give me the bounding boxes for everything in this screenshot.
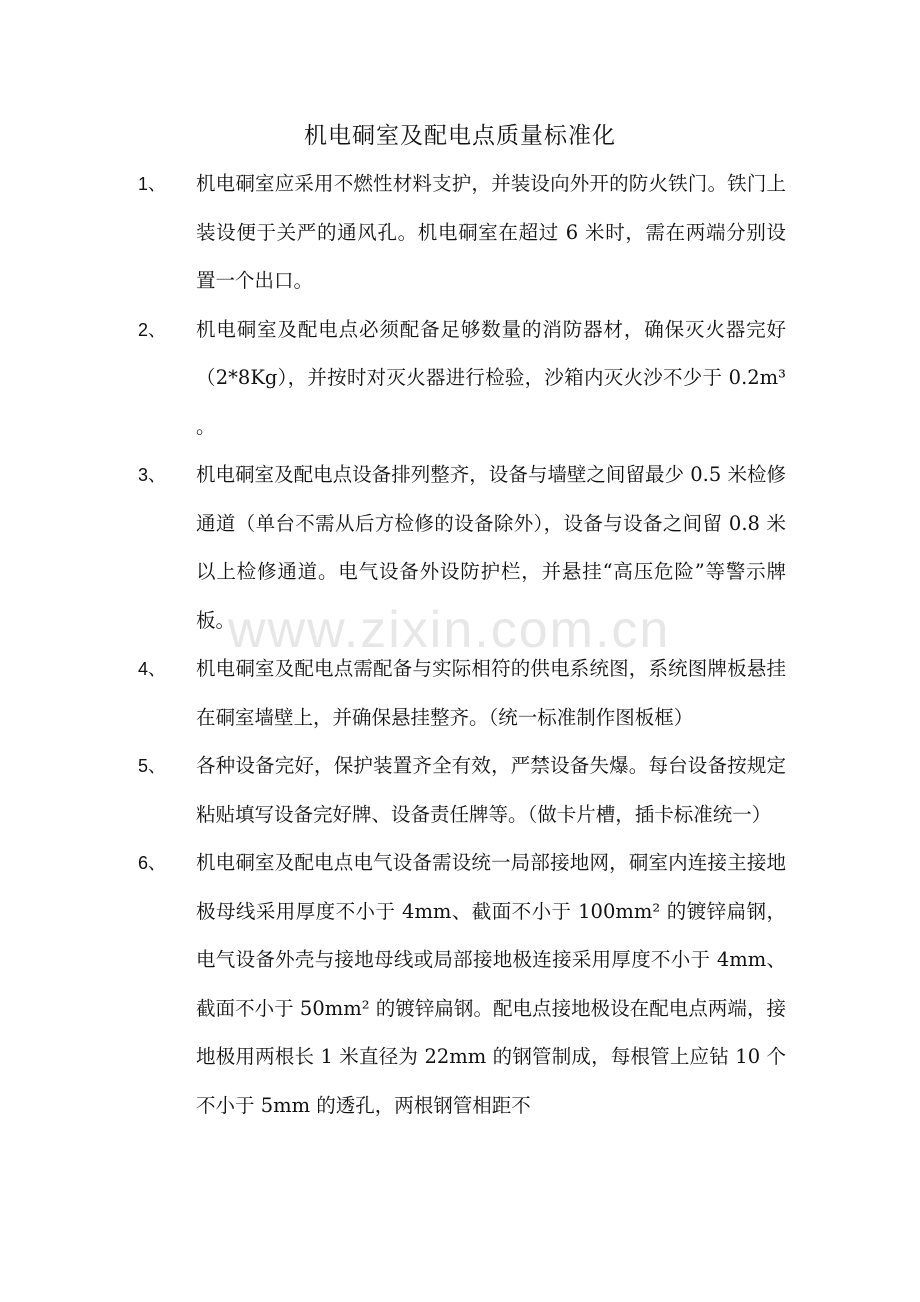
list-item (0, 451, 920, 645)
watermark: www.zixin.com.cn (228, 601, 671, 659)
item-text: 机电硐室及配电点设备排列整齐，设备与墙壁之间留最少 0.5 米检修通道（单台不需从后方检修的设备除外），设备与设备之间留 0.8 米以上检修通道。电气设备外设防护栏，并悬挂“高压危险”等警示牌板。 (196, 463, 786, 632)
item-number: 3、 (138, 465, 167, 485)
item-text: 机电硐室应采用不燃性材料支护，并装设向外开的防火铁门。铁门上装设便于关严的通风孔。机电硐室在超过 6 米时，需在两端分别设置一个出口。 (196, 172, 786, 292)
list-item (0, 306, 920, 452)
item-number: 5、 (138, 756, 167, 776)
item-number: 4、 (138, 659, 167, 679)
item-list (0, 160, 920, 1130)
item-text: 机电硐室及配电点必须配备足够数量的消防器材，确保灭火器完好（2*8Kg），并按时对灭火器进行检验，沙箱内灭火沙不少于 0.2m³ 。 (196, 317, 786, 438)
item-text: 机电硐室及配电点需配备与实际相符的供电系统图，系统图牌板悬挂在硐室墙壁上，并确保悬挂整齐。（统一标准制作图板框） (196, 657, 786, 729)
list-item (0, 160, 920, 306)
item-text: 机电硐室及配电点电气设备需设统一局部接地网，硐室内连接主接地极母线采用厚度不小于 4mm、截面不小于 100mm² 的镀锌扁钢，电气设备外壳与接地母线或局部接地极连接采用厚度不小于 4mm、截面不小于 50mm² 的镀锌扁钢。配电点接地极设在配电点两端，接地极用两根长 1 米直径为 22mm 的钢管制成，每根管上应钻 10 个不小于 5mm 的透孔，两根钢管相距不 (196, 851, 786, 1117)
list-item (0, 742, 920, 839)
item-number: 2、 (138, 319, 167, 340)
document-title: 机电硐室及配电点质量标准化 (304, 123, 616, 149)
item-number: 6、 (138, 853, 167, 873)
item-number: 1、 (138, 174, 167, 194)
item-text: 各种设备完好，保护装置齐全有效，严禁设备失爆。每台设备按规定粘贴填写设备完好牌、设备责任牌等。（做卡片槽，插卡标准统一） (196, 754, 786, 826)
list-item (0, 839, 920, 1130)
list-item (0, 645, 920, 742)
